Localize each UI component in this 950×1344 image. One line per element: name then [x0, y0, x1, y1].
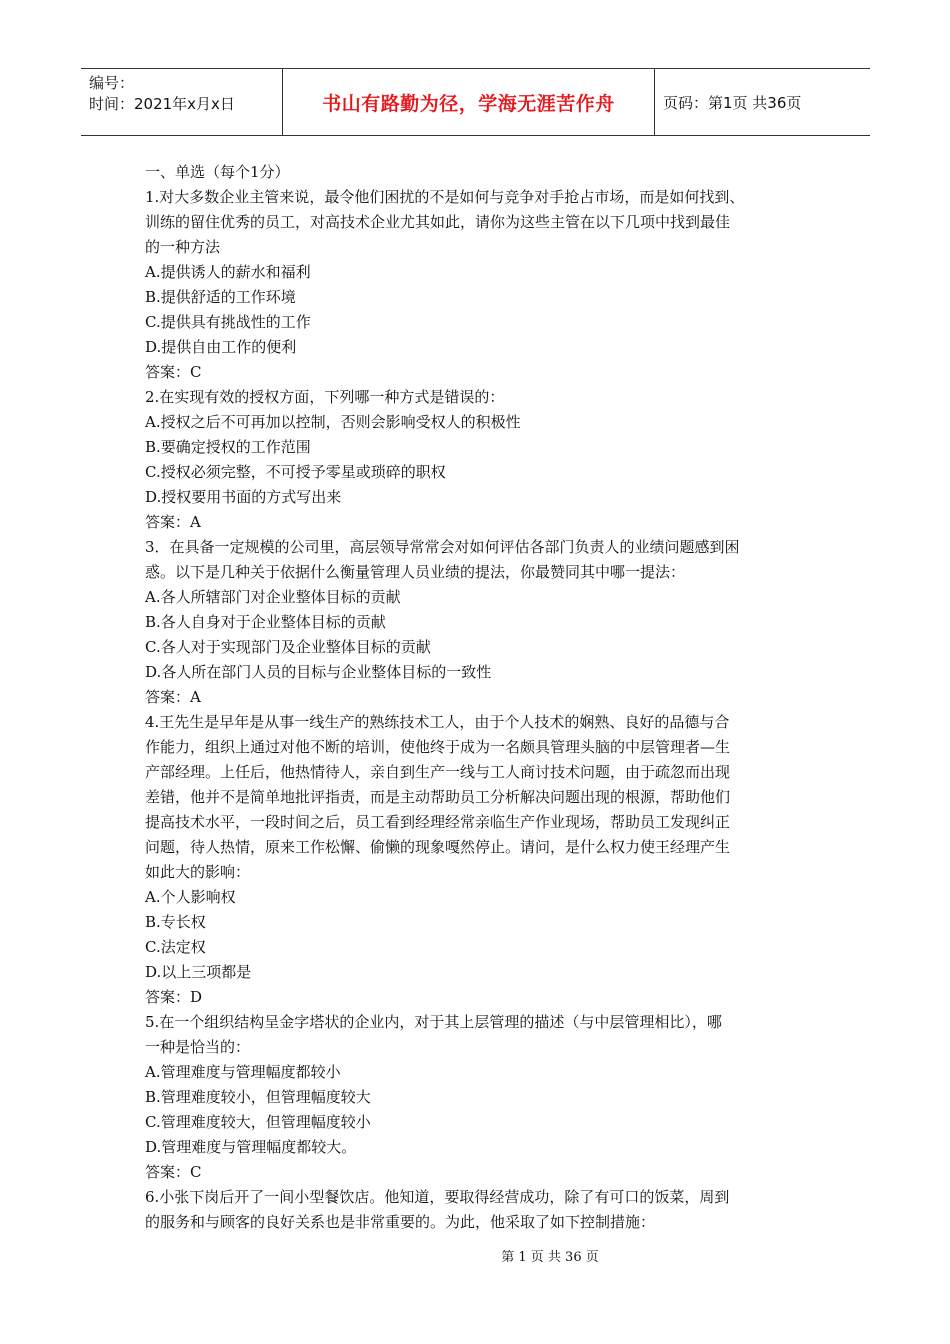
text-line: 差错，他并不是简单地批评指责，而是主动帮助员工分析解决问题出现的根源，帮助他们: [145, 788, 731, 806]
text-line: B.要确定授权的工作范围: [145, 438, 311, 456]
text-line: C.授权必须完整，不可授予零星或琐碎的职权: [145, 463, 446, 481]
text-line: 5.在一个组织结构呈金字塔状的企业内，对于其上层管理的描述（与中层管理相比），哪: [145, 1013, 722, 1031]
text-line: 答案：A: [145, 688, 201, 706]
text-line: 的一种方法: [145, 238, 221, 256]
text-line: B.各人自身对于企业整体目标的贡献: [145, 613, 386, 631]
text-line: D.提供自由工作的便利: [145, 338, 297, 356]
text-line: A.提供诱人的薪水和福利: [145, 263, 311, 281]
header-motto: 书山有路勤为径，学海无涯苦作舟: [283, 69, 655, 135]
text-line: 2.在实现有效的授权方面，下列哪一种方式是错误的：: [145, 388, 505, 406]
text-line: A.个人影响权: [145, 888, 236, 906]
text-line: 4.王先生是早年是从事一线生产的熟练技术工人，由于个人技术的娴熟、良好的品德与合: [145, 713, 730, 731]
text-line: B.专长权: [145, 913, 206, 931]
text-line: 答案：C: [145, 363, 202, 381]
text-line: C.法定权: [145, 938, 206, 956]
text-line: C.各人对于实现部门及企业整体目标的贡献: [145, 638, 431, 656]
text-line: D.各人所在部门人员的目标与企业整体目标的一致性: [145, 663, 492, 681]
text-line: 答案：A: [145, 513, 201, 531]
page-footer: 第 1 页 共 36 页: [501, 1250, 599, 1265]
header-table: [81, 68, 870, 136]
text-line: 问题，待人热情，原来工作松懈、偷懒的现象嘎然停止。请问，是什么权力使王经理产生: [145, 838, 731, 856]
text-line: 6.小张下岗后开了一间小型餐饮店。他知道，要取得经营成功，除了有可口的饭菜，周到: [145, 1188, 730, 1206]
text-line: 的服务和与顾客的良好关系也是非常重要的。为此，他采取了如下控制措施：: [145, 1213, 656, 1231]
text-line: A.各人所辖部门对企业整体目标的贡献: [145, 588, 401, 606]
header-left-cell: [81, 69, 283, 135]
text-line: 一、单选（每个1分）: [145, 163, 290, 181]
text-line: B.管理难度较小，但管理幅度较大: [145, 1088, 371, 1106]
text-line: 答案：D: [145, 988, 203, 1006]
document-number-label: 编号：: [89, 74, 135, 92]
text-line: 答案：C: [145, 1163, 202, 1181]
text-line: C.提供具有挑战性的工作: [145, 313, 311, 331]
text-line: C.管理难度较大，但管理幅度较小: [145, 1113, 371, 1131]
text-line: 1.对大多数企业主管来说，最令他们困扰的不是如何与竞争对手抢占市场，而是如何找到、: [145, 188, 745, 206]
text-line: D.授权要用书面的方式写出来: [145, 488, 342, 506]
text-line: 如此大的影响：: [145, 863, 251, 881]
text-line: 惑。以下是几种关于依据什么衡量管理人员业绩的提法，你最赞同其中哪一提法：: [145, 563, 686, 581]
text-line: B.提供舒适的工作环境: [145, 288, 296, 306]
text-line: 一种是恰当的：: [145, 1038, 251, 1056]
text-line: D.以上三项都是: [145, 963, 252, 981]
header-page-info: 页码：第1页 共36页: [663, 93, 802, 112]
text-line: 3．在具备一定规模的公司里，高层领导常常会对如何评估各部门负责人的业绩问题感到困: [145, 538, 740, 556]
text-line: A.授权之后不可再加以控制，否则会影响受权人的积极性: [145, 413, 521, 431]
text-line: 提高技术水平，一段时间之后，员工看到经理经常亲临生产作业现场，帮助员工发现纠正: [145, 813, 731, 831]
text-line: 训练的留住优秀的员工，对高技术企业尤其如此，请你为这些主管在以下几项中找到最佳: [145, 213, 731, 231]
text-line: A.管理难度与管理幅度都较小: [145, 1063, 341, 1081]
document-time-label: 时间：2021年x月x日: [89, 95, 235, 113]
document-body: [145, 160, 805, 1235]
text-line: D.管理难度与管理幅度都较大。: [145, 1138, 357, 1156]
text-line: 作能力，组织上通过对他不断的培训，使他终于成为一名颇具管理头脑的中层管理者—生: [145, 738, 731, 756]
text-line: 产部经理。上任后，他热情待人，亲自到生产一线与工人商讨技术问题，由于疏忽而出现: [145, 763, 731, 781]
